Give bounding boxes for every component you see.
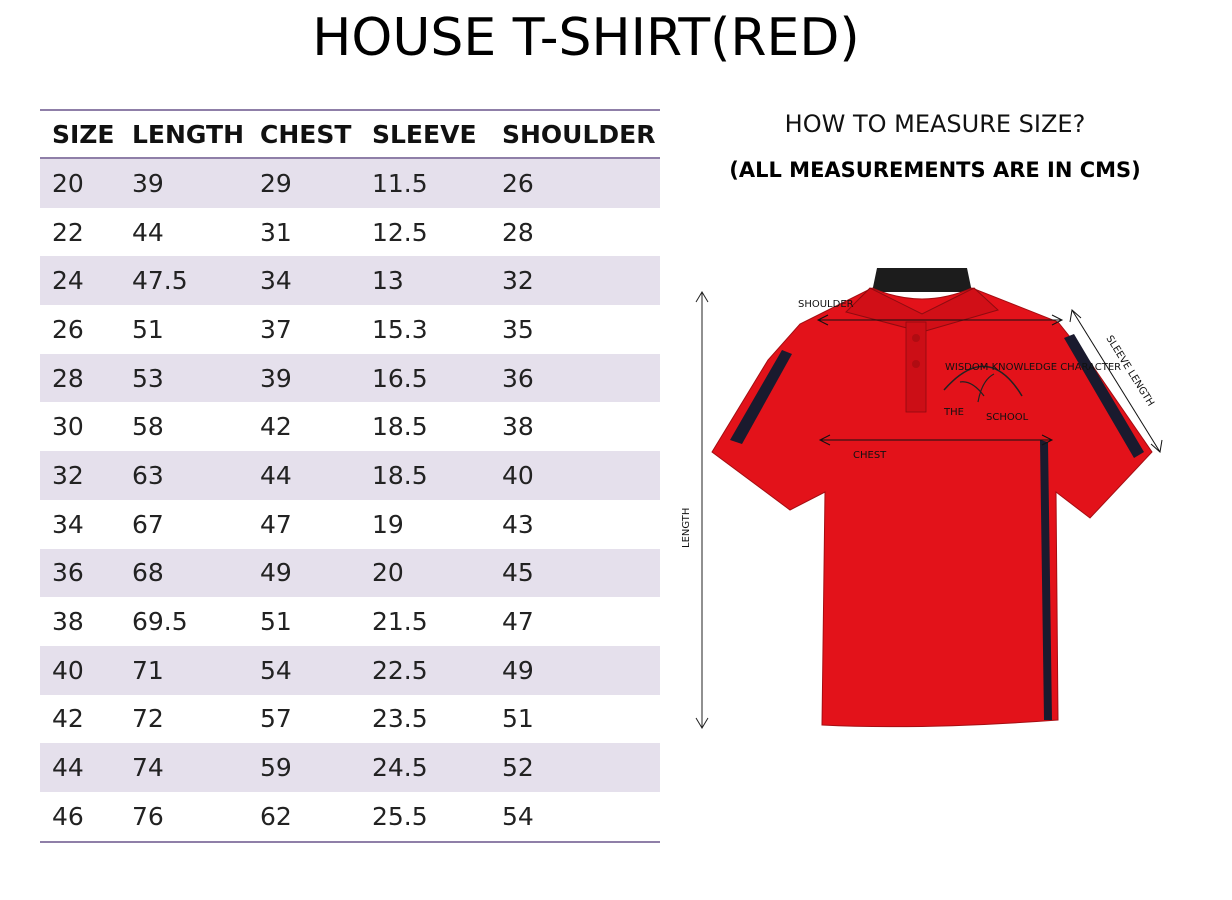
cell-length: 39 <box>132 168 164 198</box>
table-row <box>40 549 660 598</box>
cell-length: 47.5 <box>132 266 188 296</box>
chest-label: CHEST <box>853 450 887 461</box>
cell-shoulder: 51 <box>502 704 534 734</box>
cell-length: 71 <box>132 655 164 685</box>
cell-sleeve: 15.3 <box>372 314 428 344</box>
measure-heading: HOW TO MEASURE SIZE? <box>784 110 1086 138</box>
cell-chest: 31 <box>260 217 292 247</box>
cell-size: 44 <box>52 753 84 783</box>
cell-size: 34 <box>52 509 84 539</box>
cell-shoulder: 43 <box>502 509 534 539</box>
header-size: SIZE <box>52 119 115 149</box>
logo-motto: WISDOM KNOWLEDGE CHARACTER <box>945 362 1122 373</box>
logo-the: THE <box>944 407 964 418</box>
cell-shoulder: 28 <box>502 217 534 247</box>
cell-sleeve: 24.5 <box>372 753 428 783</box>
cell-size: 26 <box>52 314 84 344</box>
cell-size: 40 <box>52 655 84 685</box>
cell-shoulder: 47 <box>502 607 534 637</box>
cell-length: 72 <box>132 704 164 734</box>
cell-sleeve: 16.5 <box>372 363 428 393</box>
header-sleeve: SLEEVE <box>372 119 477 149</box>
cell-size: 20 <box>52 168 84 198</box>
mannequin-neck <box>872 268 972 292</box>
table-row <box>40 256 660 305</box>
cell-size: 32 <box>52 460 84 490</box>
table-row <box>40 305 660 354</box>
header-chest: CHEST <box>260 119 352 149</box>
sleeve-length-label: SLEEVE LENGTH <box>1103 333 1156 409</box>
cell-chest: 49 <box>260 558 292 588</box>
cell-length: 68 <box>132 558 164 588</box>
cell-size: 28 <box>52 363 84 393</box>
cell-sleeve: 21.5 <box>372 607 428 637</box>
cell-shoulder: 40 <box>502 460 534 490</box>
cell-sleeve: 11.5 <box>372 168 428 198</box>
cell-chest: 44 <box>260 460 292 490</box>
cell-sleeve: 25.5 <box>372 801 428 831</box>
page-title: HOUSE T-SHIRT(RED) <box>312 8 860 68</box>
logo-school: SCHOOL <box>986 412 1029 423</box>
cell-shoulder: 45 <box>502 558 534 588</box>
table-row <box>40 354 660 403</box>
cell-sleeve: 13 <box>372 266 404 296</box>
cell-shoulder: 36 <box>502 363 534 393</box>
shirt-button <box>912 360 920 368</box>
cell-chest: 47 <box>260 509 292 539</box>
cell-chest: 34 <box>260 266 292 296</box>
measurement-unit-note: (ALL MEASUREMENTS ARE IN CMS) <box>729 158 1141 182</box>
cell-chest: 54 <box>260 655 292 685</box>
header-length: LENGTH <box>132 119 244 149</box>
shirt-body <box>712 288 1152 727</box>
size-chart-table <box>40 109 660 843</box>
cell-chest: 51 <box>260 607 292 637</box>
table-row <box>40 208 660 257</box>
cell-size: 42 <box>52 704 84 734</box>
cell-sleeve: 18.5 <box>372 460 428 490</box>
table-row <box>40 695 660 744</box>
cell-chest: 57 <box>260 704 292 734</box>
cell-size: 22 <box>52 217 84 247</box>
header-shoulder: SHOULDER <box>502 119 656 149</box>
table-row <box>40 743 660 792</box>
cell-size: 36 <box>52 558 84 588</box>
table-row <box>40 597 660 646</box>
table-row <box>40 451 660 500</box>
tshirt-measurement-diagram <box>660 230 1180 770</box>
cell-sleeve: 19 <box>372 509 404 539</box>
shirt-button <box>912 334 920 342</box>
cell-length: 76 <box>132 801 164 831</box>
cell-shoulder: 32 <box>502 266 534 296</box>
table-row <box>40 158 660 208</box>
shoulder-label: SHOULDER <box>798 299 854 310</box>
cell-shoulder: 52 <box>502 753 534 783</box>
table-row <box>40 646 660 695</box>
cell-length: 67 <box>132 509 164 539</box>
cell-length: 51 <box>132 314 164 344</box>
table-header-row <box>40 110 660 158</box>
cell-chest: 37 <box>260 314 292 344</box>
cell-size: 24 <box>52 266 84 296</box>
cell-sleeve: 23.5 <box>372 704 428 734</box>
cell-sleeve: 22.5 <box>372 655 428 685</box>
table-row <box>40 500 660 549</box>
cell-length: 69.5 <box>132 607 188 637</box>
length-label: LENGTH <box>681 507 692 548</box>
cell-length: 58 <box>132 412 164 442</box>
cell-chest: 29 <box>260 168 292 198</box>
cell-size: 38 <box>52 607 84 637</box>
cell-length: 74 <box>132 753 164 783</box>
table-row <box>40 792 660 842</box>
cell-chest: 62 <box>260 801 292 831</box>
cell-size: 30 <box>52 412 84 442</box>
cell-chest: 39 <box>260 363 292 393</box>
cell-length: 63 <box>132 460 164 490</box>
table-row <box>40 402 660 451</box>
cell-chest: 42 <box>260 412 292 442</box>
cell-shoulder: 26 <box>502 168 534 198</box>
cell-length: 53 <box>132 363 164 393</box>
cell-shoulder: 38 <box>502 412 534 442</box>
cell-sleeve: 12.5 <box>372 217 428 247</box>
cell-shoulder: 54 <box>502 801 534 831</box>
cell-sleeve: 20 <box>372 558 404 588</box>
cell-shoulder: 35 <box>502 314 534 344</box>
cell-shoulder: 49 <box>502 655 534 685</box>
cell-length: 44 <box>132 217 164 247</box>
cell-chest: 59 <box>260 753 292 783</box>
cell-size: 46 <box>52 801 84 831</box>
cell-sleeve: 18.5 <box>372 412 428 442</box>
